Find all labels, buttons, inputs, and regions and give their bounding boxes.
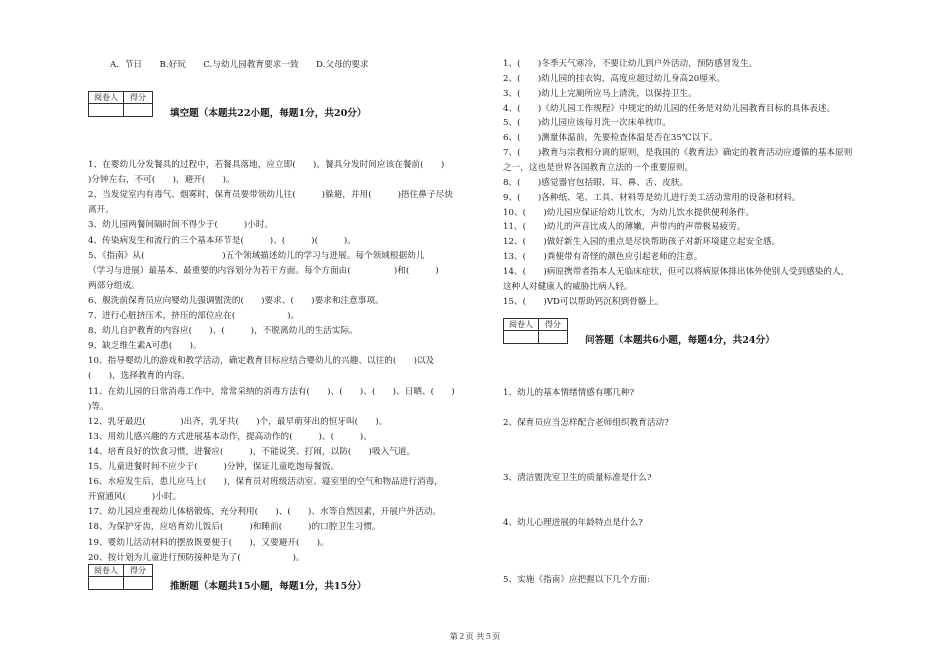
question-line: 10、( )幼儿园应保证给幼儿饮水，为幼儿饮水提供便利条件。 bbox=[503, 207, 755, 218]
question-line: 1、在婴幼儿分发餐具的过程中，若餐具落地，应立即( )。餐具分发时间应该在餐前( ) bbox=[88, 160, 445, 170]
score-cell bbox=[539, 331, 568, 344]
question-line: 6、( )测量体温前，先要检查体温是否在35℃以下。 bbox=[503, 133, 718, 144]
question-line: 10、指导婴幼儿的游戏和教学活动，确定教育目标应结合婴幼儿的兴趣、以往的( )以及 bbox=[88, 356, 435, 367]
question-line: 这种人对健康人的威胁比病人轻。 bbox=[503, 281, 633, 292]
question-line: 7、进行心脏挤压术，挤压的部位应在( )。 bbox=[88, 311, 300, 321]
question-line: 2、( )幼儿园的挂衣钩，高度应超过幼儿身高20厘米。 bbox=[503, 73, 726, 84]
score-label: 得分 bbox=[124, 92, 153, 104]
question-line: 9、缺乏维生素A可患( )。 bbox=[88, 341, 202, 352]
question-line: 12、( )做好新生入园的重点是尽快帮助孩子对新环境建立起安全感。 bbox=[503, 237, 781, 248]
judge-section-title: 推断题（本题共15小题，每题1分，共15分） bbox=[170, 581, 367, 592]
question-line: 5、《指南》从( )五个领域描述幼儿的学习与进展。每个领域根据幼儿 bbox=[88, 250, 425, 261]
question-line: )分钟左右，不可( )，避开( )。 bbox=[88, 175, 235, 186]
question-line: 9、( )各种纸、笔、工具、材料等是幼儿进行美工活动常用的设备和材料。 bbox=[503, 192, 801, 203]
question-line: 18、为保护牙齿，应培育幼儿饭后( )和睡前( )的口腔卫生习惯。 bbox=[88, 522, 381, 533]
reviewer-label: 阅卷人 bbox=[89, 565, 124, 577]
question-line: 两部分组成。 bbox=[88, 280, 140, 291]
question-line: ( )，选择教育的内容。 bbox=[88, 371, 190, 382]
question-line: 17、幼儿园应重视幼儿体格锻炼，充分利用( )、( )、水等自然因素，开展户外活动。 bbox=[88, 507, 442, 518]
question-line: 2、当发觉室内有毒气、烟雾时，保育员要带领幼儿往( )躲避，并用( )捂住鼻子尽快 bbox=[88, 190, 453, 201]
question-line: 7、( )教育与宗教相分离的原则，是我国的《教育法》确定的教育活动应遵循的基本原则 bbox=[503, 148, 853, 159]
question-line: 开窗通风( )小时。 bbox=[88, 492, 182, 503]
qa-section-title: 问答题（本题共6小题，每题4分，共24分） bbox=[585, 335, 775, 346]
question-line: 3、( )幼儿上完厕所应马上清洗，以保持卫生。 bbox=[503, 88, 697, 99]
question-line: 离开。 bbox=[88, 205, 114, 216]
question-line: 11、( )幼儿的声音比成人的薄嫩，声带内的声带极易疲劳。 bbox=[503, 222, 746, 233]
score-label: 得分 bbox=[124, 565, 153, 577]
question-line: 之一，这也是世界各国教育立法的一个重要原则。 bbox=[503, 162, 694, 173]
question-line: 11、在幼儿园的日常消毒工作中，常常采纳的消毒方法有( )、( )、( )、日晒、( ) bbox=[88, 386, 455, 397]
reviewer-label: 阅卷人 bbox=[89, 92, 124, 104]
page-footer: 第２页 共５页 bbox=[449, 632, 501, 641]
score-cell bbox=[124, 577, 153, 590]
question-line: 4、( )《幼儿园工作规程》中规定的幼儿园的任务是对幼儿园教育目标的具体表述。 bbox=[503, 103, 836, 114]
question-line: 14、( )病原携带者指本人无临床症状，但可以将病原体排出体外使别人受到感染的人， bbox=[503, 266, 850, 277]
question-line: 12、乳牙最迟( )出齐，乳牙共( )个，最早萌芽出的恒牙叫( )。 bbox=[88, 416, 388, 427]
qa-question: 4、幼儿心理进展的年龄特点是什么? bbox=[503, 518, 643, 528]
score-box-qa bbox=[503, 318, 568, 344]
reviewer-label: 阅卷人 bbox=[504, 319, 539, 331]
reviewer-cell bbox=[89, 577, 124, 590]
question-line: 15、( )VD可以帮助钙沉积到骨骼上。 bbox=[503, 296, 664, 307]
question-line: 20、按计划为儿童进行预防接种是为了( )。 bbox=[88, 552, 305, 563]
question-line: 8、( )感觉器官包括眼、耳、鼻、舌、皮肤。 bbox=[503, 177, 689, 188]
qa-question: 3、清洁盥洗室卫生的质量标准是什么? bbox=[503, 473, 652, 483]
qa-question: 5、实施《指南》应把握以下几个方面: bbox=[503, 575, 650, 585]
question-line: 1、( )冬季天气寒冷，不要让幼儿到户外活动，预防感冒发生。 bbox=[503, 59, 758, 69]
question-line: 4、传染病发生和流行的三个基本环节是( )、( )( )。 bbox=[88, 235, 356, 246]
question-line: 15、儿童进餐时间不应少于( )分钟，保证儿童吃饱每餐饭。 bbox=[88, 462, 340, 472]
qa-question: 2、保育员应当怎样配合老师组织教育活动? bbox=[503, 418, 669, 428]
fill-section-title: 填空题（本题共22小题，每题1分，共20分） bbox=[170, 108, 367, 119]
question-line: 13、用幼儿感兴趣的方式进展基本动作，提高动作的( )、( )。 bbox=[88, 431, 372, 442]
question-line: )等。 bbox=[88, 401, 109, 412]
question-line: 19、婴幼儿活动材料的摆放既要便于( )，又要避开( )。 bbox=[88, 537, 329, 548]
question-line: （学习与进展）最基本、最重要的内容划分为若干方面。每个方面由( )和( ) bbox=[88, 265, 439, 276]
question-line: 16、水痘发生后，患儿应马上( )，保育员对班级活动室、寝室里的空气和物品进行消毒， bbox=[88, 477, 443, 488]
question-line: 14、培育良好的饮食习惯，进餐应( )，不能说笑、打闹，以防( )吸入气道。 bbox=[88, 446, 416, 457]
question-line: 13、( )粪便带有奇怪的颜色应引起老师的注意。 bbox=[503, 252, 703, 263]
score-box-fill bbox=[88, 91, 153, 117]
multiple-choice-options: A．节日 B.好玩 C.与幼儿园教育要求一致 D.父母的要求 bbox=[110, 60, 369, 70]
question-line: 6、舰洗前保育员应向婴幼儿强调盥洗的( )要求、( )要求和注意事项。 bbox=[88, 295, 384, 306]
score-label: 得分 bbox=[539, 319, 568, 331]
score-cell bbox=[124, 104, 153, 117]
question-line: 3、幼儿园两餐间隔时间不得少于( )小时。 bbox=[88, 220, 274, 231]
question-line: 8、幼儿自护教育的内容应( )、( )，不脱离幼儿的生活实际。 bbox=[88, 326, 358, 337]
reviewer-cell bbox=[89, 104, 124, 117]
qa-question: 1、幼儿的基本情绪情感有哪几种? bbox=[503, 388, 635, 398]
reviewer-cell bbox=[504, 331, 539, 344]
score-box-judge bbox=[88, 564, 153, 590]
question-line: 5、( )幼儿园应该每月洗一次床单枕巾。 bbox=[503, 118, 671, 129]
